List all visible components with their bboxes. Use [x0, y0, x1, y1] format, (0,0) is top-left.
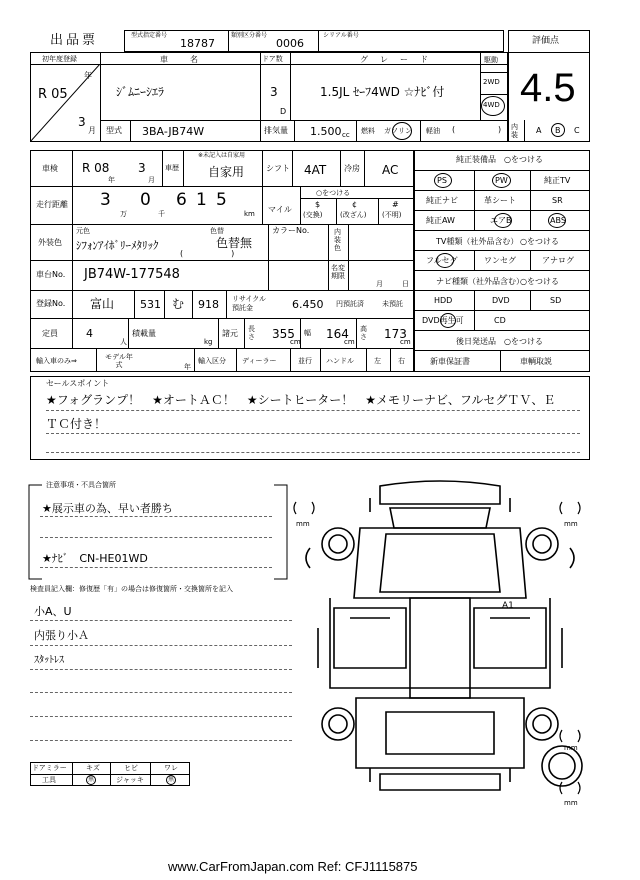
doc-label: 諸元	[222, 329, 238, 338]
tire-mm-fr: mm	[564, 520, 578, 528]
type-designation-value: 18787	[180, 37, 215, 50]
tire-mm-fl: mm	[296, 520, 310, 528]
drive-4wd[interactable]: 4WD	[483, 101, 500, 109]
name-change-month: 月	[376, 280, 383, 288]
factory-label: 純正装備品	[456, 155, 496, 164]
damage-mark-a1: A1	[502, 601, 514, 611]
tire-mm-rr: mm	[564, 744, 578, 752]
category-label: 類別区分番号	[231, 32, 268, 39]
load-unit: kg	[204, 338, 213, 346]
color-paint-paren: ( )	[180, 249, 235, 258]
import-label: 輸入車のみ⇒	[36, 357, 77, 365]
sales-line-2: ＴＣ付き！	[46, 417, 107, 431]
fuel-label: 燃料	[361, 127, 375, 135]
ac-value: AC	[382, 163, 399, 177]
mileage-swap-label[interactable]: (交換)	[303, 211, 323, 219]
name-change-day: 日	[402, 280, 409, 288]
first-reg-label: 初年度登録	[42, 55, 77, 63]
mileage-digit-1: 3	[100, 190, 111, 210]
handle-left[interactable]: 左	[374, 357, 381, 365]
model-label: 型式	[106, 126, 122, 135]
load-label: 積載量	[132, 329, 156, 338]
tv-label: TV種類（社外品含む）	[436, 237, 519, 246]
inspector-label: 検査員記入欄：修復歴「有」の場合は修復箇所・交換箇所を記入	[30, 585, 233, 593]
serial-label: シリアル番号	[323, 32, 359, 39]
mileage-digit-2: 0	[140, 190, 151, 210]
model-year-label: モデル年式	[105, 353, 133, 369]
ac-label: 冷房	[344, 164, 360, 173]
footer-watermark: www.CarFromJapan.com Ref: CFJ1115875	[168, 859, 418, 874]
grade-value: 1.5JL ｾｰﾌ4WD ☆ﾅﾋﾞ付	[320, 85, 445, 99]
recycle-unit: 円預託済	[336, 300, 364, 308]
legend-crack: ヒビ	[124, 764, 138, 772]
drive-4wd-circle	[481, 96, 505, 116]
mileage-sen-unit: 千	[158, 210, 165, 218]
diesel-label: 軽油	[426, 127, 440, 135]
inspection-month-unit: 月	[148, 176, 155, 184]
tire-mm-spare: mm	[564, 799, 578, 807]
equip-leather[interactable]: 革シート	[484, 196, 516, 205]
nav-hdd[interactable]: HDD	[434, 296, 453, 305]
type-designation-label: 型式指定番号	[131, 32, 168, 39]
height-unit: cm	[400, 338, 411, 346]
grade-label: グ レ ー ド	[360, 55, 430, 64]
equip-tv[interactable]: 純正TV	[544, 176, 571, 185]
category-value: 0006	[276, 37, 304, 50]
later-warranty[interactable]: 新車保証書	[430, 357, 470, 366]
usage-label: 車歴	[165, 164, 179, 172]
sales-label: セールスポイント	[46, 379, 110, 388]
handle-right[interactable]: 右	[398, 357, 405, 365]
mileage-digit-5: 5	[216, 190, 227, 210]
car-damage-diagram	[290, 468, 600, 808]
capacity-label: 定員	[42, 329, 58, 338]
nav-type-label: ナビ種類（社外品含む）	[436, 277, 524, 286]
notes-line-1: ★展示車の為、早い者勝ち	[42, 502, 173, 515]
mileage-digit-3: 6	[176, 190, 187, 210]
drive-2wd[interactable]: 2WD	[483, 78, 500, 86]
registration-kana: む	[172, 297, 185, 311]
model-year-unit: 年	[184, 363, 191, 371]
interior-grade-a[interactable]: A	[536, 126, 542, 135]
usage-value: 自家用	[208, 165, 245, 179]
inspection-year-unit: 年	[108, 176, 115, 184]
color-paint-value: 色替無	[216, 236, 253, 250]
drive-label: 駆動	[484, 56, 498, 64]
first-reg-era: R 05	[38, 87, 68, 102]
score-value: 4.5	[520, 66, 576, 110]
nav-dvd-play-circle	[440, 313, 456, 328]
capacity-unit: 人	[120, 338, 127, 346]
interior-grade-b[interactable]: B	[555, 126, 561, 135]
interior-grade-b-circle	[551, 123, 565, 137]
import-category-label: 輸入区分	[198, 357, 226, 365]
usage-note: ※未記入は自家用	[198, 152, 246, 159]
later-manual[interactable]: 車輌取説	[520, 357, 552, 366]
legend-break: ワレ	[164, 764, 178, 772]
score-label: 評価点	[532, 36, 560, 46]
chassis-label: 車台No.	[36, 270, 66, 279]
doors-label: ドア数	[262, 55, 283, 63]
notes-line-2: ★ﾅﾋﾞ CN-HE01WD	[42, 552, 148, 565]
equip-ps-circle	[434, 173, 452, 188]
later-circle-hint: ○をつける	[504, 337, 543, 346]
mileage-digit-4: 1	[196, 190, 207, 210]
mileage-tamper-label[interactable]: (改ざん)	[340, 211, 367, 219]
sales-block	[30, 376, 590, 460]
displacement-value: 1.500	[310, 125, 342, 138]
legend-jack-circle	[166, 775, 176, 785]
inspector-line-1: 小A、U	[34, 605, 72, 618]
width-value: 164	[326, 327, 349, 341]
mile-label: マイル	[268, 205, 292, 214]
color-label: 外装色	[38, 238, 62, 247]
handle-label: ハンドル	[326, 357, 354, 365]
first-reg-diagonal	[30, 64, 100, 142]
equip-abs-circle	[548, 213, 566, 228]
page-title: 出品票	[50, 33, 99, 48]
registration-area: 富山	[90, 297, 115, 311]
equip-airbag[interactable]: エアB	[490, 216, 512, 225]
legend-tool-mark: 無	[88, 776, 95, 783]
legend-scratch: キズ	[86, 764, 100, 772]
import-dealer[interactable]: ディーラー	[242, 357, 277, 365]
inspection-month: 3	[138, 161, 146, 175]
legend-jack-mark: 無	[168, 776, 175, 783]
legend-tool: 工具	[42, 776, 56, 784]
length-value: 355	[272, 327, 295, 341]
first-reg-month: 3	[78, 115, 86, 129]
nav-dvd[interactable]: DVD	[492, 296, 510, 305]
inspection-era: R 08	[82, 161, 110, 175]
legend-jack: ジャッキ	[116, 776, 144, 784]
fuel-gasoline[interactable]: ガソリン	[384, 127, 412, 135]
color-orig-value: ｼﾌｫﾝｱｲﾎﾞﾘｰﾒﾀﾘｯｸ	[76, 239, 159, 252]
registration-number: 918	[198, 298, 219, 311]
name-change-label: 名変期限	[331, 264, 345, 280]
height-label: 高さ	[360, 325, 367, 341]
chassis-value: JB74W-177548	[84, 267, 180, 282]
mileage-label: 走行距離	[36, 200, 68, 209]
color-paint-label: 色替	[210, 227, 224, 235]
mileage-check-hint: ○をつける	[316, 189, 351, 197]
interior-label: 内装	[511, 123, 518, 139]
import-parallel[interactable]: 並行	[298, 357, 312, 365]
model-value: 3BA-JB74W	[142, 125, 205, 138]
recycle-value: 6.450	[292, 298, 324, 311]
mileage-unknown-mark: #	[392, 200, 399, 209]
height-value: 173	[384, 327, 407, 341]
equip-aw[interactable]: 純正AW	[426, 216, 455, 225]
length-unit: cm	[290, 338, 301, 346]
color-no-label: カラーNo.	[272, 226, 310, 235]
capacity-value: 4	[86, 327, 93, 340]
factory-circle-hint: ○をつける	[504, 155, 543, 164]
car-name-label: 車 名	[160, 55, 200, 64]
tv-fullseg[interactable]: フルセグ	[426, 256, 458, 265]
mileage-swap-mark: $	[315, 200, 321, 209]
interior-color-label: 内装色	[334, 228, 341, 252]
inspector-line-3: ｽﾀｯﾄﾚｽ	[34, 655, 64, 666]
later-label: 後日発送品	[456, 337, 496, 346]
sales-line-1: ★フォグランプ！ ★オートＡＣ！ ★シートヒーター！ ★メモリーナビ、フルセグＴＶ、Ｅ	[46, 393, 556, 407]
equip-pw[interactable]: PW	[495, 176, 508, 185]
tv-fullseg-circle	[436, 253, 454, 268]
doors-value: 3	[270, 85, 278, 99]
length-label: 長さ	[248, 325, 255, 341]
mileage-unknown-label[interactable]: (不明)	[382, 211, 402, 219]
width-label: 幅	[304, 329, 311, 337]
interior-grade-c[interactable]: C	[574, 126, 580, 135]
inspector-line-2: 内張り小Ａ	[34, 629, 89, 642]
recycle-label: リサイクル預託金	[232, 295, 267, 312]
tv-analog[interactable]: アナログ	[542, 256, 574, 265]
first-reg-month-unit: 月	[88, 126, 96, 135]
displacement-unit: cc	[342, 131, 350, 139]
mileage-tamper-mark: ¢	[352, 200, 358, 209]
notes-bracket	[28, 481, 288, 580]
equip-pw-circle	[492, 173, 511, 188]
shift-label: シフト	[266, 164, 290, 173]
notes-label: 注意事項・不具合箇所	[46, 481, 116, 489]
inspection-label: 車検	[42, 164, 58, 173]
color-orig-label: 元色	[76, 227, 90, 235]
first-reg-year-unit: 年	[84, 71, 92, 80]
diesel-bracket-right: )	[498, 125, 502, 134]
fuel-gasoline-circle	[392, 122, 412, 140]
nav-dvd-play[interactable]: DVD再生可	[422, 316, 464, 325]
width-unit: cm	[344, 338, 355, 346]
recycle-not-deposited[interactable]: 未預託	[382, 300, 403, 308]
equip-abs[interactable]: ABS	[550, 216, 566, 225]
equip-nav[interactable]: 純正ナビ	[426, 196, 458, 205]
equip-sr[interactable]: SR	[552, 196, 563, 205]
displacement-label: 排気量	[264, 126, 288, 135]
mileage-unit: km	[244, 210, 255, 218]
equip-ps[interactable]: PS	[437, 176, 447, 185]
doors-suffix: D	[280, 107, 287, 116]
registration-label: 登録No.	[36, 299, 66, 308]
mileage-man-unit: 万	[120, 210, 127, 218]
tv-circle-hint: ○をつける	[520, 237, 559, 246]
legend-mirror: ドアミラー	[32, 764, 67, 772]
nav-sd[interactable]: SD	[550, 296, 562, 305]
equip-airbag-circle	[494, 213, 512, 228]
diesel-bracket-left: (	[452, 125, 456, 134]
nav-circle-hint: ○をつける	[520, 277, 559, 286]
shift-value: 4AT	[304, 163, 327, 177]
legend-tool-circle	[86, 775, 96, 785]
tv-oneseg[interactable]: ワンセグ	[484, 256, 516, 265]
registration-class: 531	[140, 298, 161, 311]
nav-cd[interactable]: CD	[494, 316, 506, 325]
car-name-value: ｼﾞﾑﾆｰｼｴﾗ	[116, 85, 165, 99]
